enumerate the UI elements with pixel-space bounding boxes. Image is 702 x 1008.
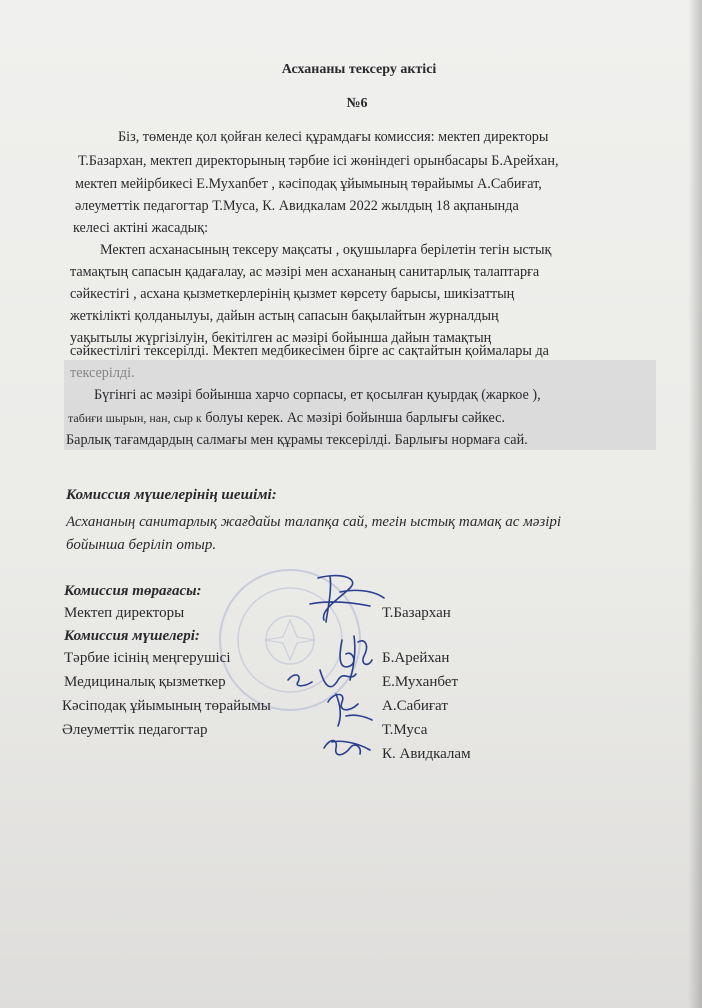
member-role: Тәрбие ісінің меңгерушісі <box>64 650 231 666</box>
member-name: Е.Муханбет <box>382 674 459 690</box>
member-name: А.Сабиғат <box>382 698 448 714</box>
members-heading: Комиссия мүшелері: <box>64 628 200 644</box>
intro-line: Т.Базархан, мектеп директорының тәрбие ісі жөніндегі орынбасары Б.Арейхан, <box>78 153 559 169</box>
purpose-line: Мектеп асханасының тексеру мақсаты , оқушыларға берілетін тегін ыстық <box>100 242 552 258</box>
intro-line: мектеп мейірбикесі Е.Мухanбет , кәсіподақ ұйымының төрайымы А.Сабиғат, <box>75 176 542 192</box>
document-number: №6 <box>346 96 368 111</box>
purpose-line: тамақтың сапасын қадағалау, ас мәзірі мен асхананың санитарлық талаптарға <box>70 264 540 280</box>
decision-line: бойынша беріліп отыр. <box>66 537 217 553</box>
chair-role: Мектеп директоры <box>64 605 185 621</box>
purpose-line: уақытылы жүргізілуін, бекітілген ас мәзірі бойынша дайын тамақтың <box>70 330 492 346</box>
member-name: Б.Арейхан <box>382 650 450 666</box>
menu-line <box>68 409 505 427</box>
purpose-line: сәйкестілігі тексерілді. Мектеп медбикесімен бірге ас сақтайтын қоймалары да <box>70 343 549 359</box>
menu-line: Бүгінгі ас мәзірі бойынша харчо сорпасы, ет қосылған қуырдақ (жаркое ), <box>94 387 541 403</box>
chair-heading: Комиссия төрағасы: <box>64 583 202 599</box>
intro-line: Біз, төменде қол қойған келесі құрамдағы комиссия: мектеп директоры <box>118 129 549 145</box>
member-role: Кәсіподақ ұйымының төрайымы <box>62 698 271 714</box>
menu-line: Барлық тағамдардың салмағы мен құрамы тексерілді. Барлығы нормаға сай. <box>66 432 528 448</box>
menu-line-rest: болуы керек. Ас мәзірі бойынша барлығы сәйкес. <box>201 410 505 426</box>
intro-line: әлеуметтік педагогтар Т.Муса, К. Авидкалам 2022 жылдың 18 ақпанында <box>75 198 519 214</box>
intro-line: келесі актіні жасадық: <box>73 220 209 236</box>
decision-line: Асхананың санитарлық жағдайы талапқа сай, тегін ыстық тамақ ас мәзірі <box>66 514 562 530</box>
chair-name: Т.Базархан <box>382 605 451 621</box>
purpose-line: сәйкестігі , асхана қызметкерлерінің қызмет көрсету барысы, шикізаттың <box>70 286 515 302</box>
purpose-line: жеткілікті қолданылуы, дайын астың сапасын бақылайтын журналдың <box>70 308 499 324</box>
menu-line-small-part: табиғи шырын, нан, сыр к <box>68 411 202 425</box>
member-name: Т.Муса <box>382 722 428 738</box>
member-name: К. Авидкалам <box>382 746 471 762</box>
decision-heading: Комиссия мүшелерінің шешімі: <box>66 487 277 503</box>
member-role: Медициналық қызметкер <box>64 674 226 690</box>
document-title: Асхананы тексеру актісі <box>281 62 437 77</box>
member-role: Әлеуметтік педагогтар <box>62 722 208 738</box>
page-edge-shadow <box>688 0 702 1008</box>
